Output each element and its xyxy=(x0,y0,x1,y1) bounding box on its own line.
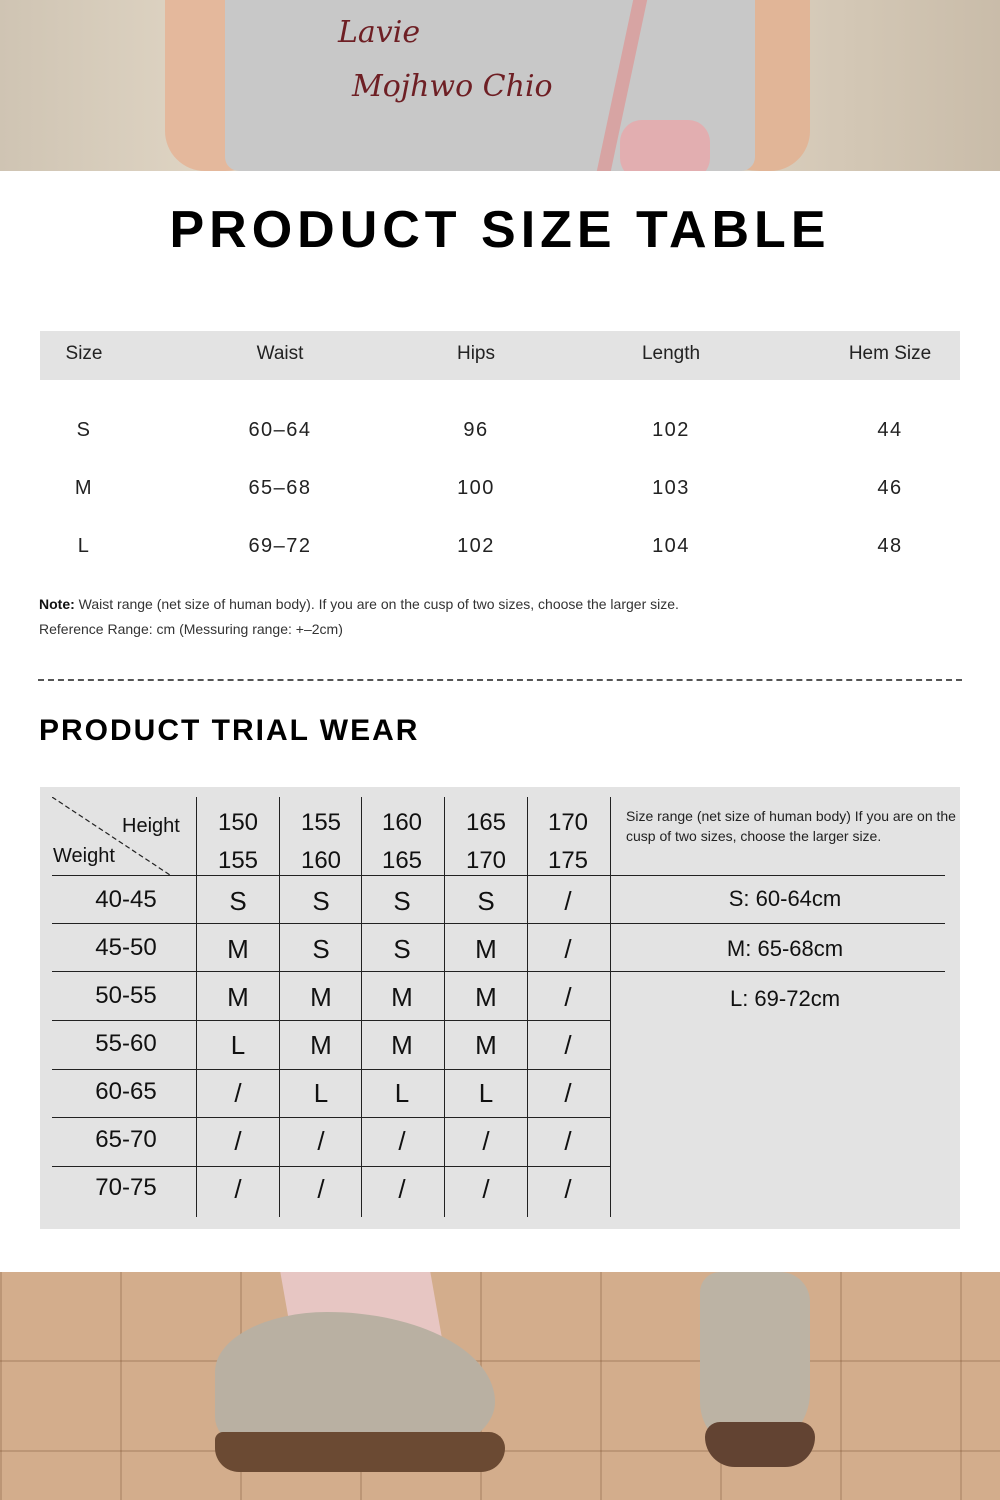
size-fit-cell: / xyxy=(564,1126,572,1156)
size-fit-cell: S xyxy=(312,886,330,916)
size-header-cell: Hips xyxy=(456,343,495,364)
size-fit-cell: S xyxy=(393,934,411,964)
weight-cell: 50-55 xyxy=(95,982,157,1009)
size-cell: 102 xyxy=(457,535,495,557)
size-fit-cell: L xyxy=(394,1078,410,1108)
size-fit-cell: M xyxy=(475,934,497,964)
size-fit-cell: / xyxy=(234,1126,242,1156)
height-column-header xyxy=(528,804,608,880)
shirt-script-line: Lavie xyxy=(338,15,421,50)
size-cell: 104 xyxy=(652,535,690,557)
grid-hline xyxy=(52,971,945,972)
height-from: 165 xyxy=(465,809,507,836)
grid-vline xyxy=(279,797,280,1217)
height-from: 170 xyxy=(547,809,589,836)
left-sneaker-sole xyxy=(215,1432,505,1472)
size-cell: 44 xyxy=(877,419,903,441)
size-fit-cell: / xyxy=(317,1174,325,1204)
height-column-header xyxy=(198,804,278,880)
shirt-script-line: Mojhwo Chio xyxy=(352,69,553,104)
size-fit-cell: M xyxy=(310,982,332,1012)
page-title: PRODUCT SIZE TABLE xyxy=(169,201,831,259)
size-cell: 100 xyxy=(457,477,495,499)
size-fit-cell: S xyxy=(312,934,330,964)
weight-cell: 70-75 xyxy=(95,1174,157,1201)
size-fit-cell: M xyxy=(391,982,413,1012)
size-cell: 46 xyxy=(877,477,903,499)
top-product-photo xyxy=(0,0,1000,171)
size-fit-cell: M xyxy=(475,1030,497,1060)
size-cell: 60–64 xyxy=(248,419,312,441)
size-cell: 48 xyxy=(877,535,903,557)
size-fit-cell: / xyxy=(564,1078,572,1108)
height-from: 155 xyxy=(300,809,342,836)
grid-hline xyxy=(52,1069,610,1070)
height-from: 160 xyxy=(381,809,423,836)
right-sneaker-sole xyxy=(705,1422,815,1467)
size-fit-cell: S xyxy=(393,886,411,916)
size-header-cell: Waist xyxy=(256,343,304,364)
size-header-cell: Size xyxy=(65,343,103,364)
note-label: Note: xyxy=(39,596,75,612)
size-fit-cell: S xyxy=(229,886,247,916)
size-fit-cell: S xyxy=(477,886,495,916)
size-fit-cell: / xyxy=(564,1030,572,1060)
size-cell: 69–72 xyxy=(248,535,312,557)
height-column-header xyxy=(362,804,442,880)
size-fit-cell: / xyxy=(564,886,572,916)
size-fit-cell: M xyxy=(310,1030,332,1060)
size-cell: 103 xyxy=(652,477,690,499)
size-fit-cell: / xyxy=(482,1174,490,1204)
reference-range-note: Reference Range: cm (Messuring range: +–2cm) xyxy=(39,621,343,637)
size-fit-cell: / xyxy=(398,1174,406,1204)
size-fit-cell: M xyxy=(391,1030,413,1060)
grid-hline xyxy=(52,1020,610,1021)
size-fit-cell: / xyxy=(398,1126,406,1156)
height-to: 155 xyxy=(217,847,259,874)
size-cell: 96 xyxy=(463,419,489,441)
size-fit-cell: / xyxy=(234,1174,242,1204)
height-to: 175 xyxy=(547,847,589,874)
height-axis-label: Height xyxy=(122,815,180,837)
size-cell: M xyxy=(74,477,94,499)
grid-hline xyxy=(52,1166,610,1167)
size-fit-cell: M xyxy=(227,982,249,1012)
weight-cell: 60-65 xyxy=(95,1078,157,1105)
height-to: 170 xyxy=(465,847,507,874)
weight-cell: 40-45 xyxy=(95,886,157,913)
size-cell: L xyxy=(77,535,91,557)
bottom-product-photo xyxy=(0,1272,1000,1500)
height-column-header xyxy=(446,804,526,880)
size-header-cell: Length xyxy=(641,343,701,364)
size-fit-cell: L xyxy=(313,1078,329,1108)
grid-vline xyxy=(444,797,445,1217)
size-header-cell: Hem Size xyxy=(848,343,932,364)
section-divider xyxy=(38,679,962,681)
size-cell: S xyxy=(76,419,92,441)
shirt-embroidery xyxy=(338,6,578,116)
size-range-l: L: 69-72cm xyxy=(729,986,841,1011)
size-note xyxy=(39,596,679,612)
size-range-s: S: 60-64cm xyxy=(728,886,842,911)
height-to: 165 xyxy=(381,847,423,874)
height-column-header xyxy=(281,804,361,880)
grid-hline xyxy=(52,923,945,924)
grid-hline xyxy=(52,1117,610,1118)
size-fit-cell: M xyxy=(475,982,497,1012)
size-range-m: M: 65-68cm xyxy=(726,936,844,961)
pink-bag xyxy=(620,120,710,171)
size-fit-cell: / xyxy=(482,1126,490,1156)
size-cell: 65–68 xyxy=(248,477,312,499)
size-fit-cell: L xyxy=(478,1078,494,1108)
trial-wear-title: PRODUCT TRIAL WEAR xyxy=(39,714,420,747)
size-fit-cell: / xyxy=(234,1078,242,1108)
weight-cell: 65-70 xyxy=(95,1126,157,1153)
size-fit-cell: / xyxy=(564,934,572,964)
size-fit-cell: / xyxy=(564,982,572,1012)
grid-vline xyxy=(610,797,611,1217)
size-fit-cell: / xyxy=(564,1174,572,1204)
weight-cell: 45-50 xyxy=(95,934,157,961)
size-range-note: Size range (net size of human body) If you are on the cusp of two sizes, choose the larger size. xyxy=(626,808,956,844)
height-from: 150 xyxy=(217,809,259,836)
weight-axis-label: Weight xyxy=(53,845,115,867)
size-cell: 102 xyxy=(652,419,690,441)
size-fit-cell: M xyxy=(227,934,249,964)
size-fit-cell: L xyxy=(230,1030,246,1060)
note-text: Waist range (net size of human body). If you are on the cusp of two sizes, choose the larger size. xyxy=(74,596,679,612)
height-to: 160 xyxy=(300,847,342,874)
weight-cell: 55-60 xyxy=(95,1030,157,1057)
size-fit-cell: / xyxy=(317,1126,325,1156)
grid-hline xyxy=(52,875,945,876)
